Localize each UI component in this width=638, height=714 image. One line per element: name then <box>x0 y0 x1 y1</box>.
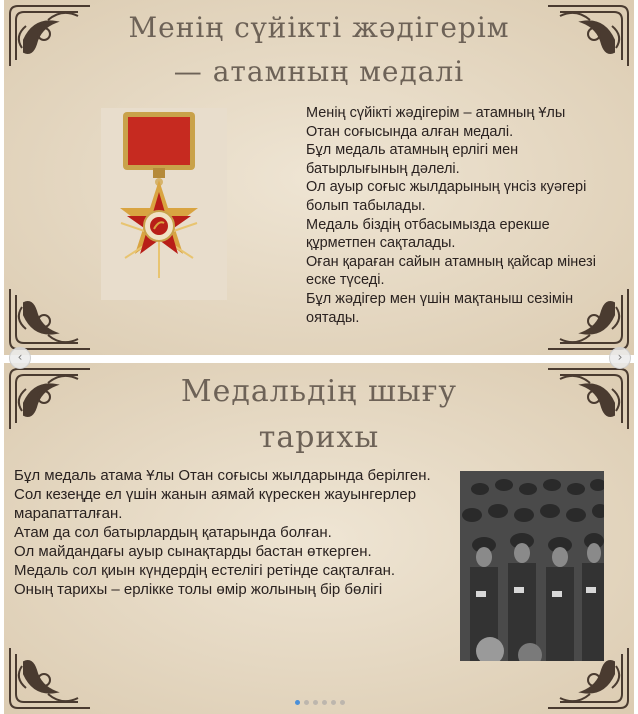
corner-ornament <box>4 285 96 355</box>
prev-slide-button[interactable] <box>9 347 31 369</box>
title-line: Менің сүйікті жәдігерім <box>128 11 510 44</box>
slide-body-text <box>14 466 434 599</box>
pagination-dot[interactable] <box>322 700 327 705</box>
title-line: — атамның медалі <box>173 55 465 88</box>
title-line: Медальдің шығу <box>180 374 458 409</box>
paragraph: Ол ауыр соғыс жылдарының үнсіз куәгері болып табылады. <box>306 179 587 214</box>
soldiers-photo <box>460 471 604 661</box>
paragraph: Менің сүйікті жәдігерім – атамның Ұлы Отан соғысында алған медалі. <box>306 105 566 140</box>
paragraph: Бұл медаль атамның ерлігі мен батырлығының дәлелі. <box>306 142 519 177</box>
pagination-dots <box>295 700 345 708</box>
paragraph: Медаль сол қиын күндердің естелігі ретінде сақталған. <box>14 562 396 579</box>
slide-title <box>64 369 574 461</box>
pagination-dot[interactable] <box>331 700 336 705</box>
paragraph: Атам да сол батырлардың қатарында болған. <box>14 524 332 541</box>
paragraph: Оның тарихы – ерлікке толы өмір жолының бір бөлігі <box>14 581 383 598</box>
paragraph: Бұл жәдігер мен үшін мақтаныш сезімін оятады. <box>306 290 574 326</box>
pagination-dot[interactable] <box>295 700 300 705</box>
title-line: тарихы <box>258 420 380 455</box>
paragraph: Бұл медаль атама Ұлы Отан соғысы жылдарында берілген. <box>14 467 431 484</box>
corner-ornament <box>4 644 96 714</box>
slide-history <box>4 363 634 714</box>
paragraph: Медаль біздің отбасымызда ерекше құрметпен сақталады. <box>306 216 550 252</box>
pagination-dot[interactable] <box>304 700 309 705</box>
chevron-left-icon: ‹ <box>17 350 23 364</box>
paragraph: Ол майдандағы ауыр сынақтарды бастан өткерген. <box>14 543 372 560</box>
pagination-dot[interactable] <box>313 700 318 705</box>
paragraph: Оған қараған сайын атамның қайсар мінезі еске түседі. <box>306 253 596 289</box>
paragraph: Сол кезеңде ел үшін жанын аямай күрескен жауынгерлер марапатталған. <box>14 486 417 522</box>
slide-medal <box>4 0 634 355</box>
slide-title <box>64 6 574 94</box>
next-slide-button[interactable] <box>609 347 631 369</box>
pagination-dot[interactable] <box>340 700 345 705</box>
chevron-right-icon: › <box>617 350 623 364</box>
slide-body-text <box>306 104 596 327</box>
medal-image <box>101 108 227 300</box>
